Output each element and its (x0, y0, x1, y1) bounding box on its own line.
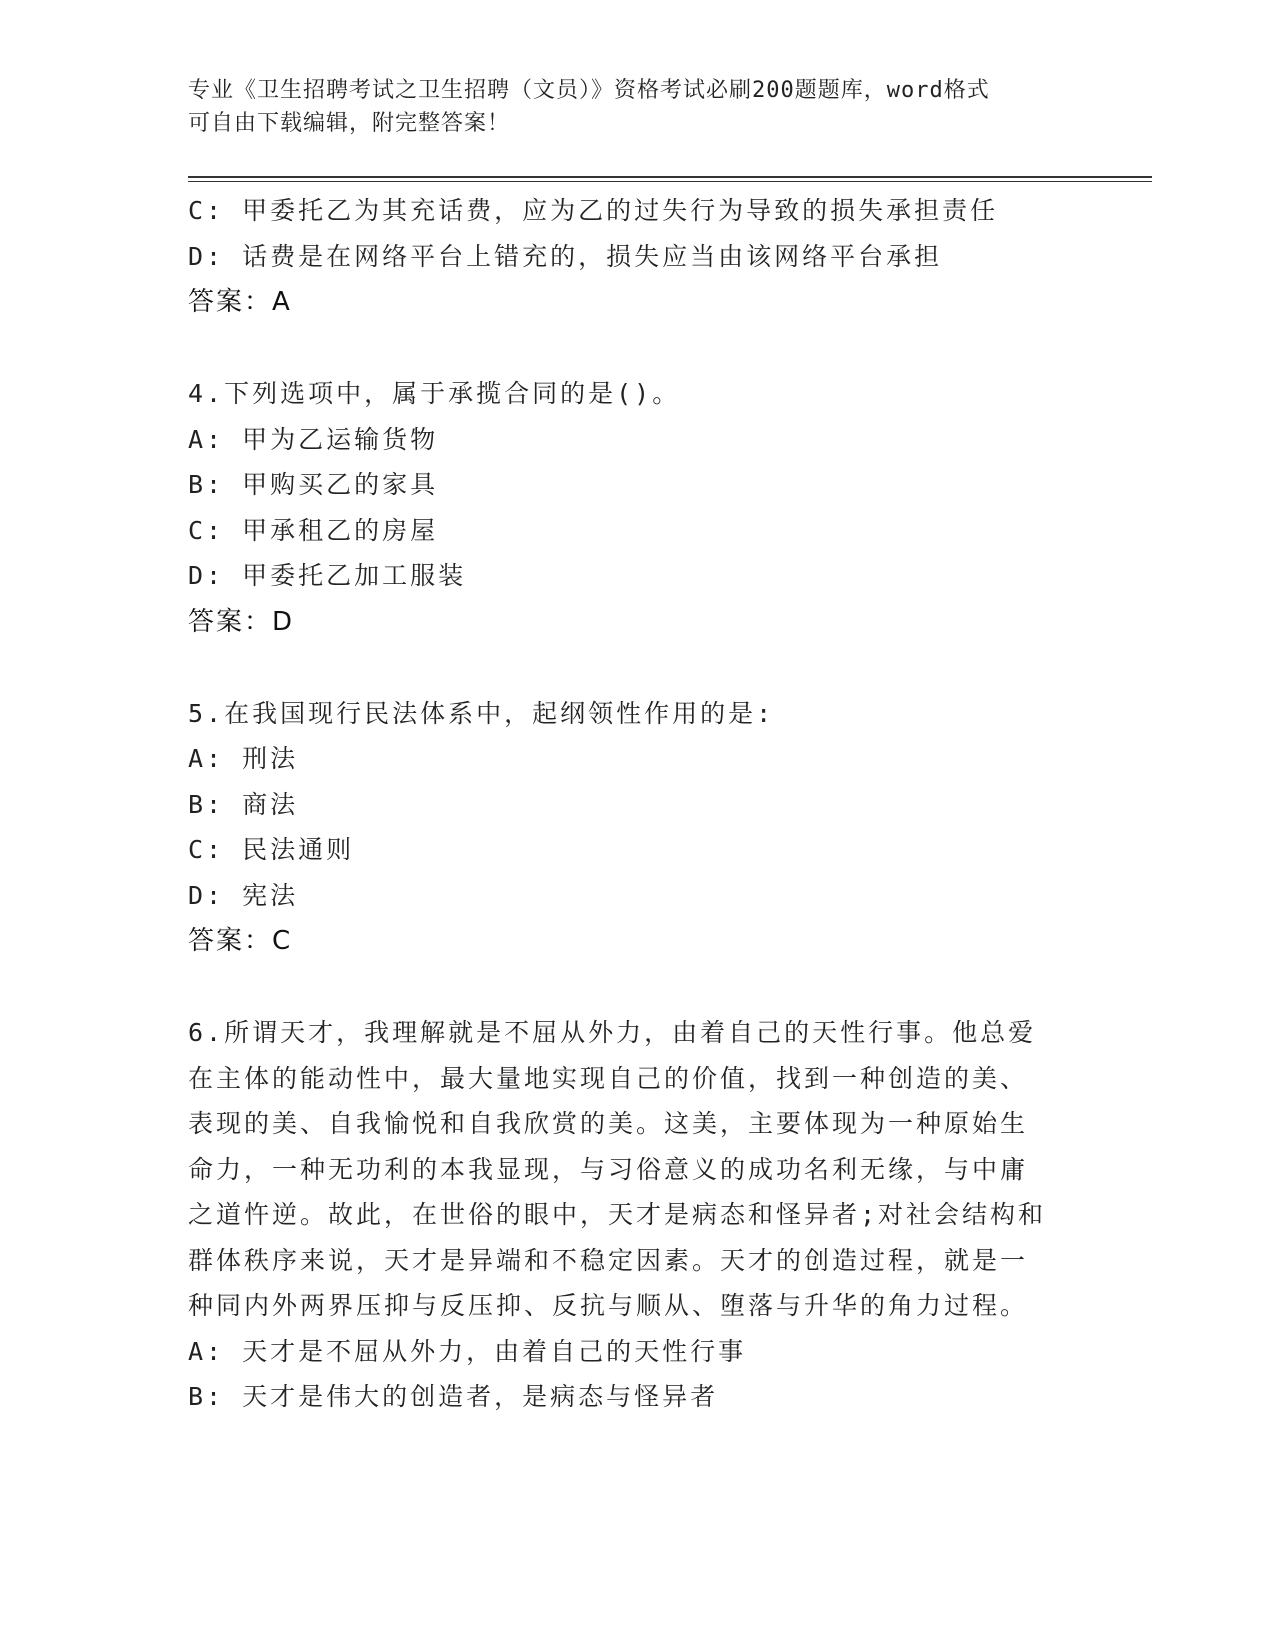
question-5 (188, 691, 1088, 965)
question-list (188, 188, 1088, 1420)
q4-question-text: 4.下列选项中，属于承揽合同的是()。 (188, 379, 681, 408)
header-divider-thin (188, 181, 1152, 182)
header-title-line-2: 可自由下载编辑，附完整答案！ (188, 111, 511, 136)
q6-question-line: 群体秩序来说，天才是异端和不稳定因素。天才的创造过程，就是一 (188, 1245, 1029, 1275)
q4-option-c: C: 甲承租乙的房屋 (188, 515, 439, 545)
spacer (188, 645, 1088, 691)
q4-option-a: A: 甲为乙运输货物 (188, 424, 439, 454)
q3-answer: 答案：A (188, 287, 292, 317)
q4-option-b: B: 甲购买乙的家具 (188, 470, 439, 499)
q6-question-line: 6.所谓天才，我理解就是不屈从外力，由着自己的天性行事。他总爱 (188, 1018, 1037, 1047)
q6-question-line: 命力，一种无功利的本我显现，与习俗意义的成功名利无缘，与中庸 (188, 1154, 1029, 1184)
q6-question-line: 在主体的能动性中，最大量地实现自己的价值，找到一种创造的美、 (188, 1063, 1029, 1093)
question-3 (188, 188, 1088, 325)
q6-question-line: 表现的美、自我愉悦和自我欣赏的美。这美，主要体现为一种原始生 (188, 1109, 1029, 1138)
q3-option-c: C: 甲委托乙为其充话费，应为乙的过失行为导致的损失承担责任 (188, 196, 999, 225)
q6-question-line: 之道忤逆。故此，在世俗的眼中，天才是病态和怪异者;对社会结构和 (188, 1200, 1047, 1229)
document-header (188, 74, 1068, 140)
q5-option-c: C: 民法通则 (188, 835, 355, 864)
q5-option-b: B: 商法 (188, 789, 299, 819)
header-divider-thick (188, 176, 1152, 178)
q5-answer: 答案：C (188, 926, 293, 956)
q5-option-a: A: 刑法 (188, 744, 299, 773)
q4-option-d: D: 甲委托乙加工服装 (188, 561, 467, 590)
header-title-line-1: 专业《卫生招聘考试之卫生招聘（文员）》资格考试必刷200题题库，word格式 (188, 78, 990, 103)
q4-answer: 答案：D (188, 606, 295, 637)
question-6 (188, 1010, 1088, 1420)
q3-option-d: D: 话费是在网络平台上错充的，损失应当由该网络平台承担 (188, 241, 943, 271)
spacer (188, 325, 1088, 371)
question-4 (188, 371, 1088, 645)
q6-question-line: 种同内外两界压抑与反压抑、反抗与顺从、堕落与升华的角力过程。 (188, 1291, 1029, 1320)
q5-option-d: D: 宪法 (188, 880, 299, 910)
spacer (188, 964, 1088, 1010)
q6-option-a: A: 天才是不屈从外力，由着自己的天性行事 (188, 1336, 747, 1366)
q6-option-b: B: 天才是伟大的创造者，是病态与怪异者 (188, 1382, 719, 1411)
q5-question-text: 5.在我国现行民法体系中，起纲领性作用的是: (188, 698, 775, 728)
